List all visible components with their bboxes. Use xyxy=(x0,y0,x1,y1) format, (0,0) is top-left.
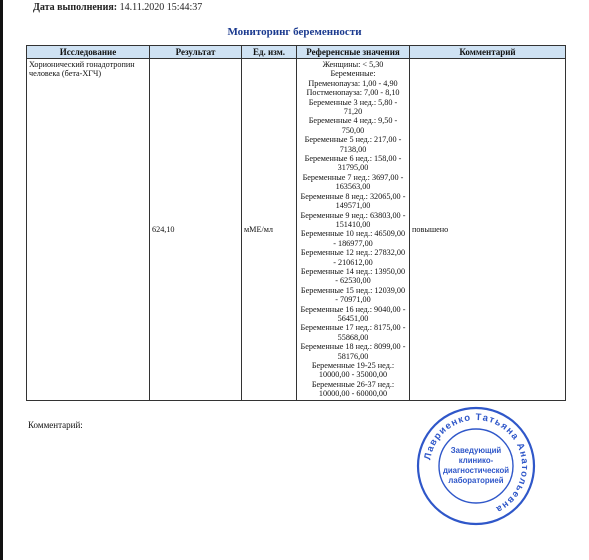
reference-line: Беременные 17 нед.: 8175,00 - 55868,00 xyxy=(300,323,406,342)
reference-line: Беременные 16 нед.: 9040,00 - 56451,00 xyxy=(300,304,406,323)
table-header-row xyxy=(27,46,566,59)
reference-line: Беременные 12 нед.: 27832,00 - 210612,00 xyxy=(300,248,406,267)
reference-line: Женщины: < 5,30 xyxy=(322,60,384,69)
comment-cell: повышено xyxy=(410,59,566,401)
reference-line: Беременные 18 нед.: 8099,00 - 58176,00 xyxy=(300,342,406,361)
reference-line: Беременные 6 нед.: 158,00 - 31795,00 xyxy=(304,154,402,173)
lab-stamp xyxy=(415,405,537,527)
table-row xyxy=(27,59,566,401)
reference-line: Беременные: xyxy=(330,69,376,79)
column-header-result: Результат xyxy=(150,46,242,59)
stamp-center-line: Заведующий xyxy=(450,446,502,455)
stamp-ring-text: Лавриенко Татьяна Анатольевна xyxy=(422,411,531,516)
results-table xyxy=(26,45,566,401)
reference-line: Беременные 15 нед.: 12039,00 - 70971,00 xyxy=(300,285,406,305)
reference-line: Беременные 26-37 нед.: 10000,00 - 60000,00 xyxy=(311,379,395,399)
reference-line: Постменопауза: 7,00 - 8,10 xyxy=(306,88,400,98)
reference-cell xyxy=(297,59,410,401)
reference-line: Беременные 9 нед.: 63803,00 - 151410,00 xyxy=(300,210,406,229)
reference-line: Беременные 4 нед.: 9,50 - 750,00 xyxy=(308,116,398,135)
reference-line: Беременные 3 нед.: 5,80 - 71,20 xyxy=(308,97,398,117)
reference-line: Беременные 14 нед.: 13950,00 - 62530,00 xyxy=(300,266,406,286)
photo-edge xyxy=(0,0,3,560)
execution-date xyxy=(33,2,202,13)
reference-line: Пременопауза: 1,00 - 4,90 xyxy=(308,78,398,88)
date-label: Дата выполнения: xyxy=(33,2,118,13)
reference-line: Беременные 19-25 нед.: 10000,00 - 35000,00 xyxy=(311,361,395,380)
stamp-center-line: клинико- xyxy=(458,456,494,465)
study-cell: Хорионический гонадотропин человека (бета-ХГЧ) xyxy=(27,59,150,401)
stamp-center-line: лабораторией xyxy=(448,476,504,485)
stamp-center-line: диагностической xyxy=(442,466,510,475)
page-title: Мониторинг беременности xyxy=(227,26,362,38)
date-value: 14.11.2020 15:44:37 xyxy=(119,2,203,13)
reference-line: Беременные 5 нед.: 217,00 - 7138,00 xyxy=(304,135,402,154)
column-header-comment: Комментарий xyxy=(410,46,566,59)
column-header-reference: Референсные значения xyxy=(297,46,410,59)
unit-cell: мМЕ/мл xyxy=(242,59,297,401)
reference-line: Беременные 10 нед.: 46509,00 - 186977,00 xyxy=(300,229,406,248)
column-header-study: Исследование xyxy=(27,46,150,59)
column-header-unit: Ед. изм. xyxy=(242,46,297,59)
comment-label: Комментарий: xyxy=(28,420,83,430)
reference-line: Беременные 8 нед.: 32065,00 - 149571,00 xyxy=(300,191,406,211)
result-cell: 624,10 xyxy=(150,59,242,401)
reference-line: Беременные 7 нед.: 3697,00 - 163563,00 xyxy=(302,172,404,192)
